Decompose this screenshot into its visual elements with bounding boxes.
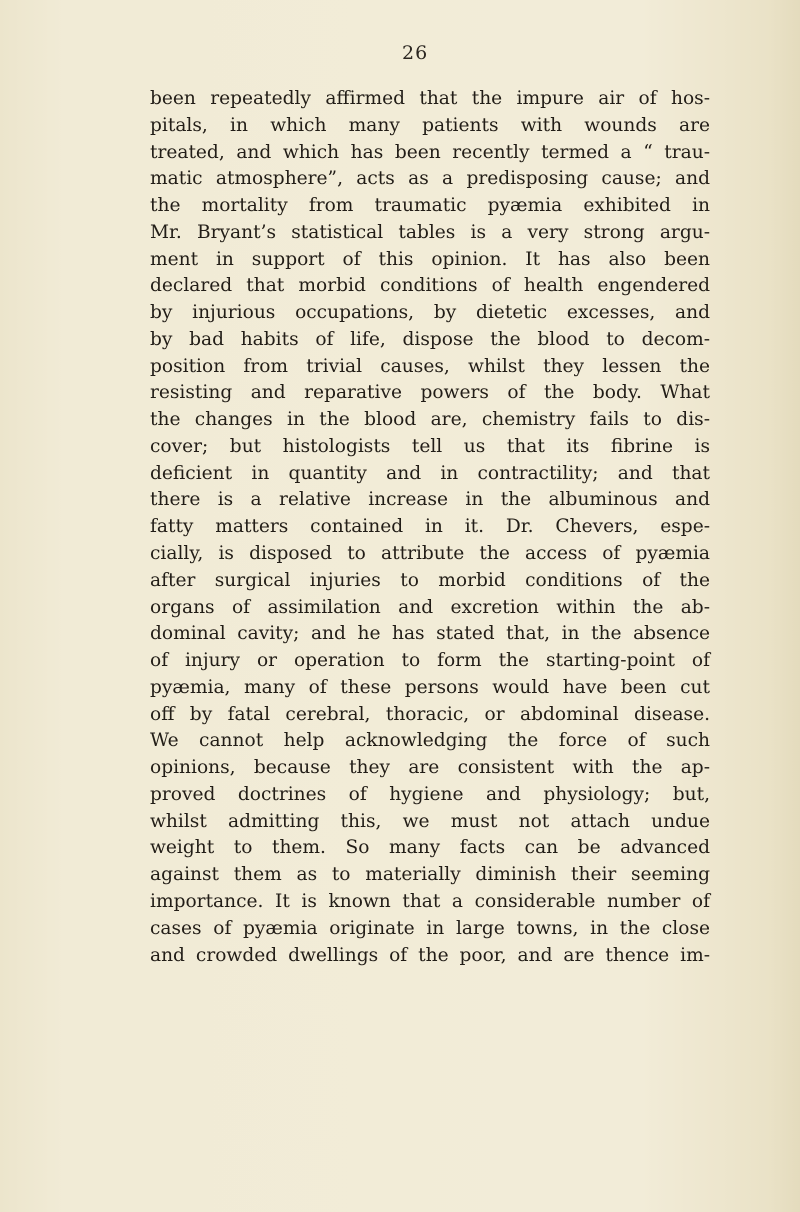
text-line: opinions, because they are consistent with the ap- bbox=[150, 757, 710, 779]
text-line: by injurious occupations, by dietetic excesses, and bbox=[150, 302, 710, 324]
text-line: resisting and reparative powers of the body. What bbox=[150, 382, 710, 404]
text-line: by bad habits of life, dispose the blood to decom- bbox=[150, 328, 710, 350]
text-line: and crowded dwellings of the poor, and are thence im- bbox=[150, 944, 710, 966]
text-line: ment in support of this opinion. It has also been bbox=[150, 248, 710, 270]
text-line: fatty matters contained in it. Dr. Chevers, espe- bbox=[150, 516, 710, 538]
text-line: weight to them. So many facts can be advanced bbox=[150, 837, 710, 859]
text-line: position from trivial causes, whilst they lessen the bbox=[150, 355, 710, 377]
body-text bbox=[150, 86, 710, 969]
text-line: been repeatedly affirmed that the impure air of hos- bbox=[150, 88, 710, 109]
text-line: treated, and which has been recently termed a “ trau- bbox=[150, 141, 710, 163]
text-line: Mr. Bryant’s statistical tables is a very strong argu- bbox=[150, 221, 710, 243]
text-line: cover; but histologists tell us that its fibrine is bbox=[150, 435, 710, 457]
text-line: pyæmia, many of these persons would have been cut bbox=[150, 676, 710, 698]
text-line: deficient in quantity and in contractility; and that bbox=[150, 462, 710, 484]
text-line: there is a relative increase in the albuminous and bbox=[150, 489, 710, 511]
text-line: importance. It is known that a considerable number of bbox=[150, 890, 710, 912]
text-line: declared that morbid conditions of health engendered bbox=[150, 275, 710, 297]
text-line: off by fatal cerebral, thoracic, or abdominal disease. bbox=[150, 703, 710, 725]
text-line: pitals, in which many patients with wounds are bbox=[150, 114, 710, 136]
text-line: the mortality from traumatic pyæmia exhibited in bbox=[150, 195, 710, 217]
text-line: after surgical injuries to morbid conditions of the bbox=[150, 569, 710, 591]
text-line: whilst admitting this, we must not attach undue bbox=[150, 810, 710, 832]
text-line: against them as to materially diminish their seeming bbox=[150, 864, 710, 886]
text-line: proved doctrines of hygiene and physiology; but, bbox=[150, 783, 710, 805]
text-line: of injury or operation to form the starting-point of bbox=[150, 650, 710, 672]
text-line: organs of assimilation and excretion within the ab- bbox=[150, 596, 710, 618]
text-line: dominal cavity; and he has stated that, in the absence bbox=[150, 623, 710, 645]
text-line: We cannot help acknowledging the force of such bbox=[150, 730, 710, 752]
text-line: the changes in the blood are, chemistry fails to dis- bbox=[150, 409, 710, 431]
page-number: 26 bbox=[402, 42, 429, 64]
text-line: cially, is disposed to attribute the access of pyæmia bbox=[150, 543, 710, 565]
text-line: matic atmosphere”, acts as a predisposing cause; and bbox=[150, 168, 710, 190]
text-line: cases of pyæmia originate in large towns, in the close bbox=[150, 917, 710, 939]
